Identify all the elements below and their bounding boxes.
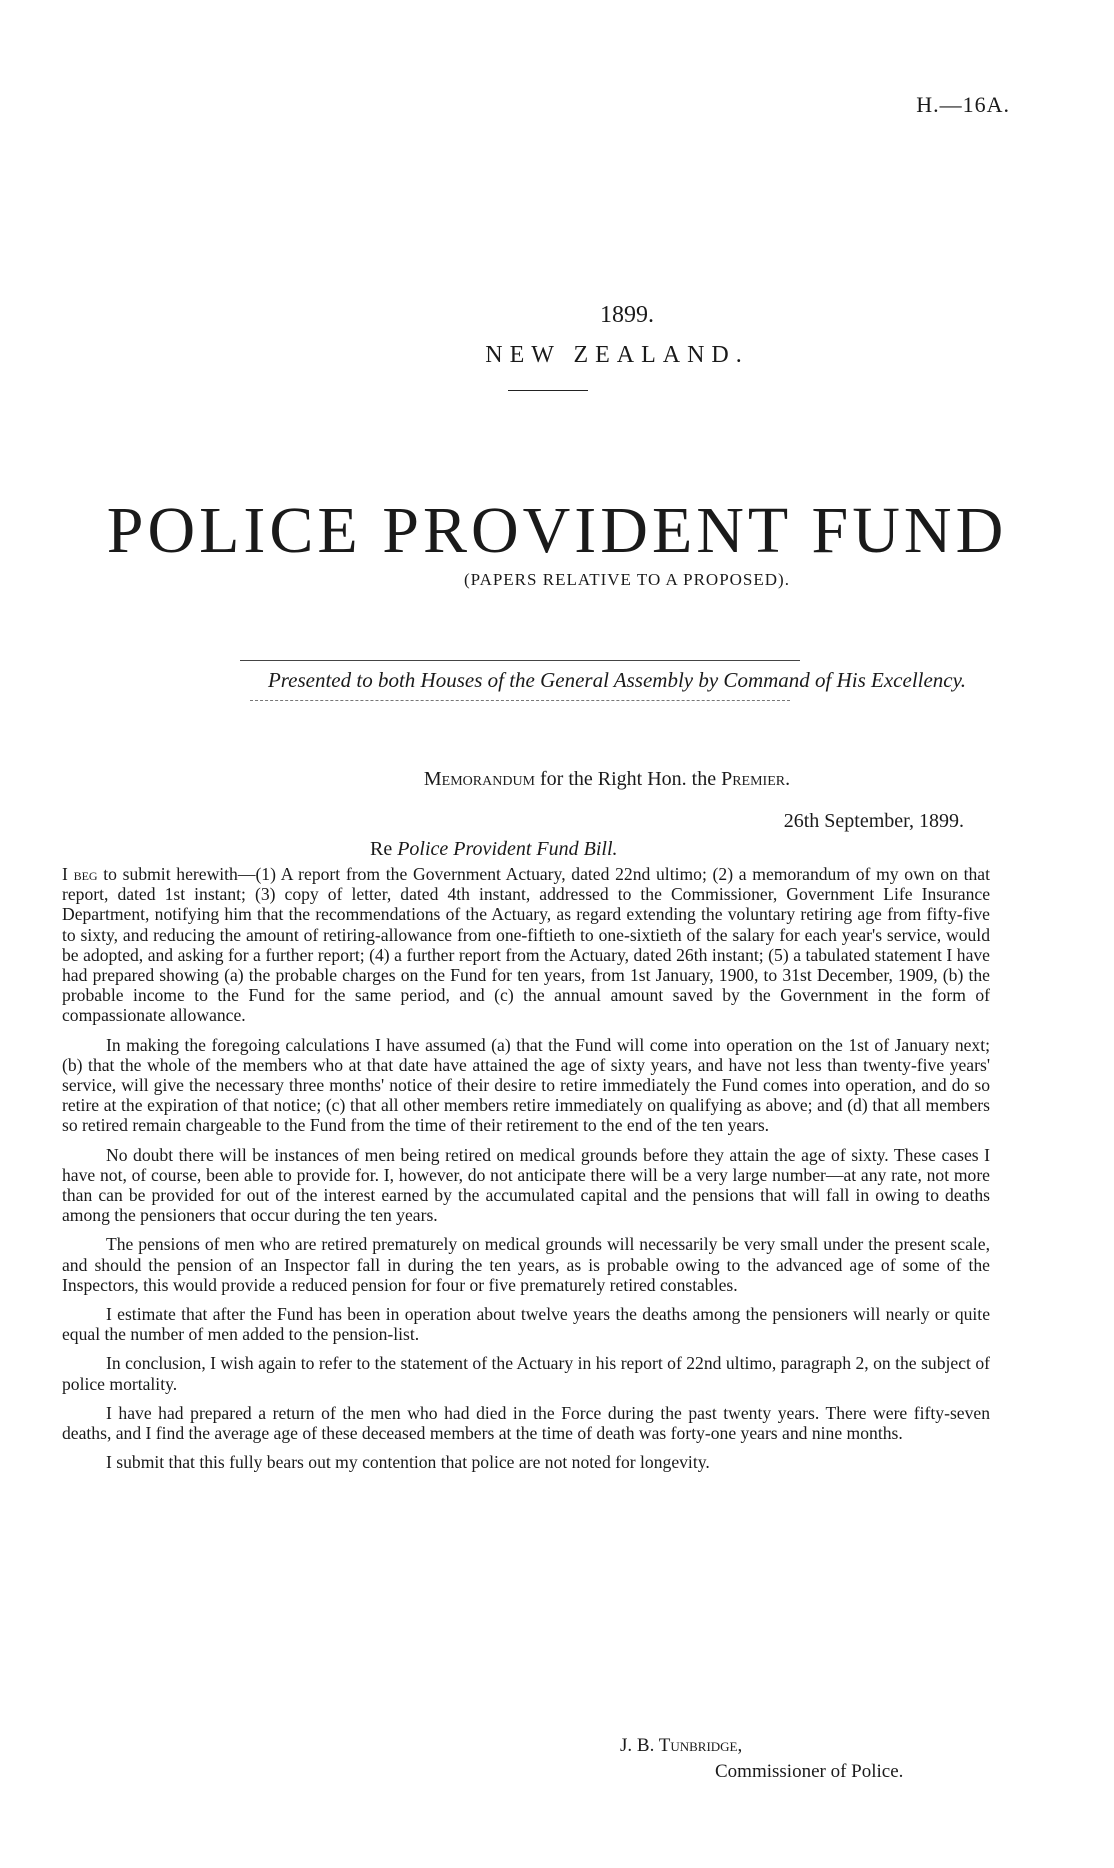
paragraph: The pensions of men who are retired prematurely on medical grounds will necessarily be very small under the present scale, and should the pension of an Inspector fall in during the ten years, as is probable owing to the advanced age of some of the Inspectors, this would provide a reduced pension for four or five prematurely retired constables.: [62, 1234, 990, 1295]
memorandum-word: Memorandum: [423, 768, 535, 790]
paragraph: No doubt there will be instances of men being retired on medical grounds before they attain the age of sixty. These cases I have not, of course, been able to provide for. I, however, do not anticipate there will be a very large number—at any rate, not more than can be provided for out of the interest earned by the accumulated capital and the pensions that will fall in owing to deaths among the pensioners that occur during the ten years.: [62, 1144, 990, 1226]
country-heading: NEW ZEALAND.: [485, 342, 749, 368]
reference-prefix: H.—16: [916, 92, 987, 117]
session-year: 1899.: [600, 302, 654, 328]
paragraph: I submit that this fully bears out my contention that police are not noted for longevity.: [106, 1452, 710, 1473]
memorandum-addressee: for the Right Hon. the: [535, 768, 722, 790]
divider-rule: [508, 390, 588, 391]
signatory-name: J. B. Tunbridge,: [620, 1735, 743, 1756]
divider-rule-top: [240, 660, 800, 661]
presented-line: Presented to both Houses of the General Assembly by Command of His Excellency.: [267, 668, 967, 692]
paragraph: I have had prepared a return of the men who had died in the Force during the past twenty years. There were fifty-seven deaths, and I find the average age of these deceased members at the time of death was forty-one years and nine months.: [62, 1402, 990, 1444]
subject-prefix: Re: [370, 838, 398, 860]
memo-date: 26th September, 1899.: [783, 810, 964, 832]
paragraph: I estimate that after the Fund has been in operation about twelve years the deaths among the pensioners will nearly or quite equal the number of men added to the pension-list.: [62, 1304, 990, 1345]
paragraph: In conclusion, I wish again to refer to the statement of the Actuary in his report of 22nd ultimo, paragraph 2, on the subject of police mortality.: [62, 1353, 990, 1394]
page-subtitle: (PAPERS RELATIVE TO A PROPOSED).: [464, 570, 790, 589]
reference-suffix: A.: [986, 92, 1010, 117]
subject-title: Police Provident Fund Bill.: [397, 838, 618, 860]
signatory-role: Commissioner of Police.: [715, 1761, 904, 1782]
divider-rule-bottom: [250, 700, 790, 701]
paragraph: I beg to submit herewith—(1) A report from the Government Actuary, dated 22nd ultimo; (2) a memorandum of my own on that report, dated 1st instant; (3) copy of letter, dated 4th instant, addressed to the Commissioner, Government Life Insurance Department, notifying him that the recommendations of the Actuary, as regard extending the voluntary retiring age from fifty-five to sixty, and reducing the amount of retiring-allowance from one-fiftieth to one-sixtieth of the salary for each year's service, would be adopted, and asking for a further report; (4) a further report from the Actuary, dated 26th instant; (5) a tabulated statement I have had prepared showing (a) the probable charges on the Fund for ten years, from 1st January, 1900, to 31st December, 1909, (b) the probable income to the Fund for the same period, and (c) the annual amount saved by the Government in the form of compassionate allowance.: [62, 864, 990, 1026]
document-reference: [916, 92, 1010, 118]
signature-block: [620, 1733, 903, 1785]
opening-words: I beg: [62, 864, 98, 884]
memo-body: [62, 864, 990, 1481]
memorandum-heading: [50, 768, 1114, 791]
page-title: POLICE PROVIDENT FUND: [106, 494, 1008, 567]
memo-subject: [370, 838, 618, 861]
paragraph: In making the foregoing calculations I have assumed (a) that the Fund will come into operation on the 1st of January next; (b) that the whole of the members who at that date have attained the age of sixty years, and have not less than twenty-five years' service, will give the necessary three months' notice of their desire to retire immediately the Fund comes into operation, and do so retire at the expiration of that notice; (c) that all other members retire immediately on qualifying as above; and (d) that all members so retired remain chargeable to the Fund from the time of their retirement to the end of the ten years.: [62, 1034, 990, 1136]
premier-word: Premier.: [721, 768, 791, 790]
